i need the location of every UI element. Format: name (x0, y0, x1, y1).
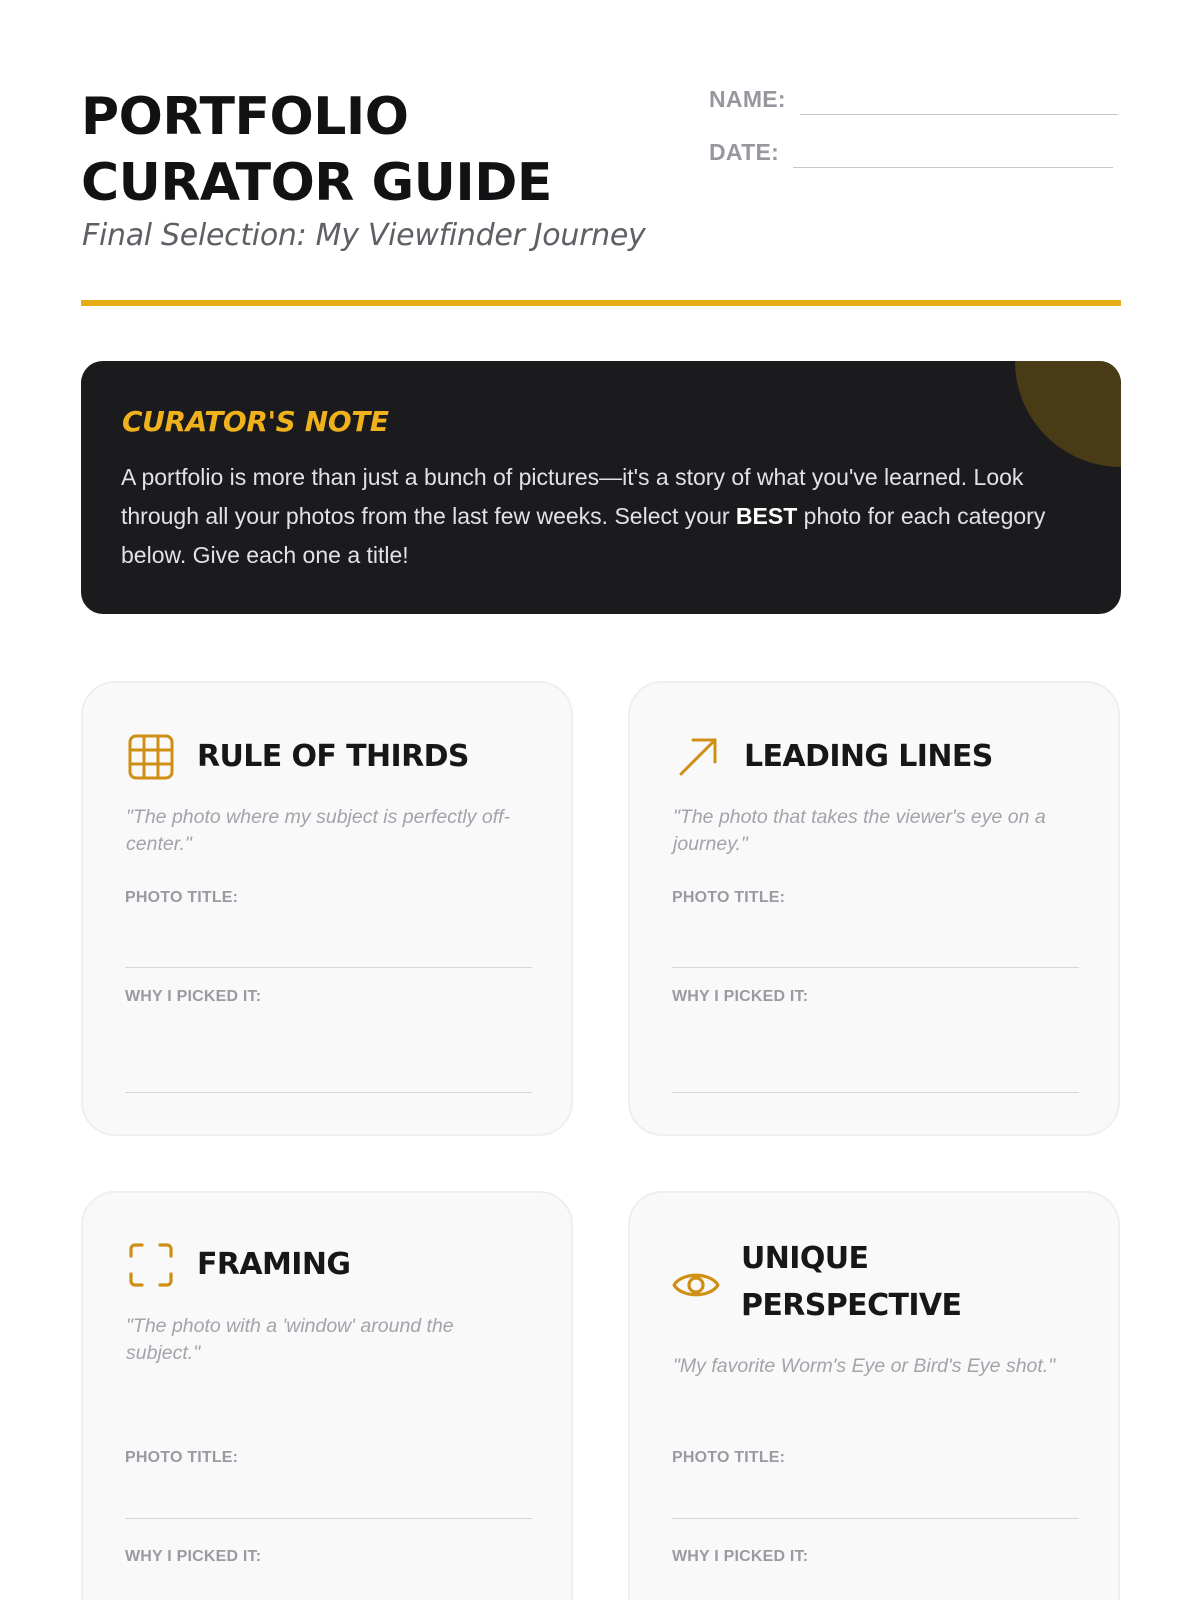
photo-title-line[interactable] (125, 1518, 532, 1519)
why-picked-label: WHY I PICKED IT: (672, 988, 809, 1005)
arrow-up-right-icon (674, 733, 722, 781)
photo-title-line[interactable] (672, 967, 1079, 968)
category-card-leading-lines (628, 681, 1120, 1136)
why-picked-line[interactable] (125, 1092, 532, 1093)
curator-note-panel (81, 361, 1121, 614)
note-corner-decoration (1015, 361, 1121, 467)
category-card-unique-perspective (628, 1191, 1120, 1600)
photo-title-label: PHOTO TITLE: (672, 889, 786, 906)
category-card-rule-of-thirds (81, 681, 573, 1136)
card-title: RULE OF THIRDS (197, 739, 469, 774)
why-picked-line[interactable] (672, 1092, 1079, 1093)
card-prompt: "The photo where my subject is perfectly off-center." (126, 806, 511, 855)
eye-icon (672, 1261, 720, 1309)
card-title-line-2: PERSPECTIVE (741, 1288, 962, 1323)
note-body-text-1: A portfolio is more than just a bunch of pictures—it's a story of what you've learned. Look through all your photos from the last few weeks. Select your (121, 464, 1024, 529)
date-label: DATE: (709, 139, 780, 165)
card-prompt: "My favorite Worm's Eye or Bird's Eye shot." (673, 1355, 1056, 1377)
name-label: NAME: (709, 86, 786, 112)
photo-title-label: PHOTO TITLE: (672, 1449, 786, 1466)
date-field[interactable] (709, 139, 1113, 166)
note-title: CURATOR'S NOTE (122, 405, 389, 438)
why-picked-label: WHY I PICKED IT: (125, 988, 262, 1005)
frame-corners-icon (127, 1241, 175, 1289)
card-title-line-1: UNIQUE (741, 1241, 869, 1276)
card-prompt: "The photo that takes the viewer's eye on a journey." (673, 806, 1046, 855)
header-divider (81, 300, 1121, 306)
page-title-line-2: CURATOR GUIDE (81, 153, 552, 213)
photo-title-line[interactable] (125, 967, 532, 968)
category-card-framing (81, 1191, 573, 1600)
page-title-line-1: PORTFOLIO (81, 87, 409, 147)
card-title: FRAMING (197, 1247, 351, 1282)
note-body-emphasis: BEST (735, 503, 798, 529)
page-subtitle: Final Selection: My Viewfinder Journey (82, 218, 646, 253)
photo-title-label: PHOTO TITLE: (125, 1449, 239, 1466)
photo-title-line[interactable] (672, 1518, 1079, 1519)
name-line (800, 114, 1118, 115)
page-title (81, 84, 552, 216)
name-field[interactable] (709, 86, 1118, 113)
card-title (741, 1235, 961, 1329)
why-picked-label: WHY I PICKED IT: (672, 1548, 809, 1565)
note-body-text-2: photo for each category below. Give each one a title! (121, 503, 1046, 568)
note-body (121, 458, 1096, 575)
grid-icon (127, 733, 175, 781)
card-prompt: "The photo with a 'window' around the subject." (126, 1315, 454, 1364)
photo-title-label: PHOTO TITLE: (125, 889, 239, 906)
why-picked-label: WHY I PICKED IT: (125, 1548, 262, 1565)
date-line (793, 167, 1113, 168)
card-title: LEADING LINES (744, 739, 993, 774)
